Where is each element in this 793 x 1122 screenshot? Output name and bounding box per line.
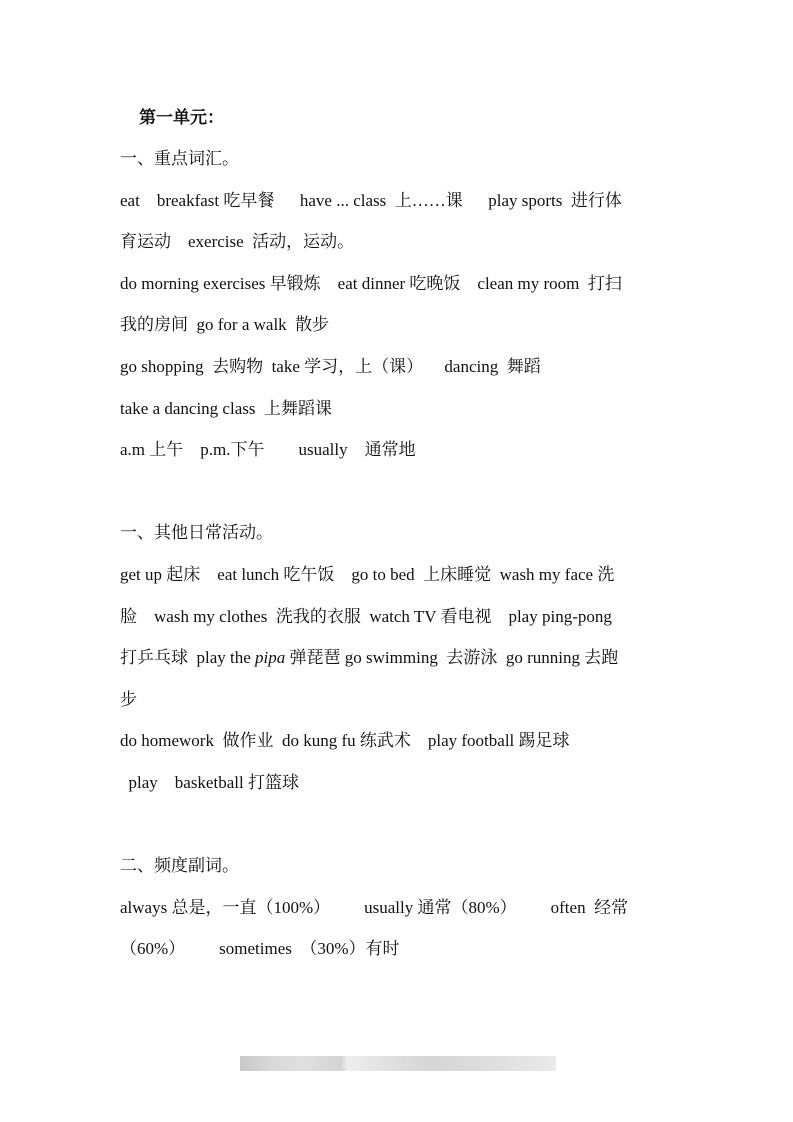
vocab-line: 我的房间 go for a walk 散步 — [120, 315, 330, 334]
vocab-line: a.m 上午 p.m.下午 usually 通常地 — [120, 440, 416, 459]
vocab-line: go shopping 去购物 take 学习，上（课） dancing 舞蹈 — [120, 357, 541, 376]
italic-word-pipa: pipa — [255, 648, 286, 667]
activity-line — [120, 647, 618, 669]
unit-title: 第一单元： — [139, 108, 224, 127]
section-heading-frequency-adverbs: 二、频度副词。 — [120, 856, 239, 875]
activity-line: 步 — [120, 690, 137, 709]
blurred-footer-watermark — [240, 1056, 556, 1071]
text-segment: 弹琵琶 go swimming 去游泳 go running 去跑 — [285, 648, 619, 667]
adverb-line: （60%） sometimes （30%）有时 — [120, 939, 400, 958]
activity-line: play basketball 打篮球 — [120, 773, 299, 792]
vocab-line: do morning exercises 早锻炼 eat dinner 吃晚饭 clean my room 打扫 — [120, 274, 622, 293]
activity-line: 脸 wash my clothes 洗我的衣服 watch TV 看电视 play ping-pong — [120, 607, 612, 626]
activity-line: get up 起床 eat lunch 吃午饭 go to bed 上床睡觉 wash my face 洗 — [120, 565, 615, 584]
section-heading-daily-activities: 一、其他日常活动。 — [120, 523, 273, 542]
section-heading-key-vocabulary: 一、重点词汇。 — [120, 149, 239, 168]
vocab-line: take a dancing class 上舞蹈课 — [120, 399, 332, 418]
text-segment: 打乒乓球 play the — [120, 648, 256, 667]
activity-line: do homework 做作业 do kung fu 练武术 play football 踢足球 — [120, 731, 570, 750]
adverb-line: always 总是，一直（100%） usually 通常（80%） often 经常 — [120, 898, 629, 917]
vocab-line: 育运动 exercise 活动，运动。 — [120, 232, 355, 251]
vocab-line: eat breakfast 吃早餐 have ... class 上……课 play sports 进行体 — [120, 191, 622, 210]
